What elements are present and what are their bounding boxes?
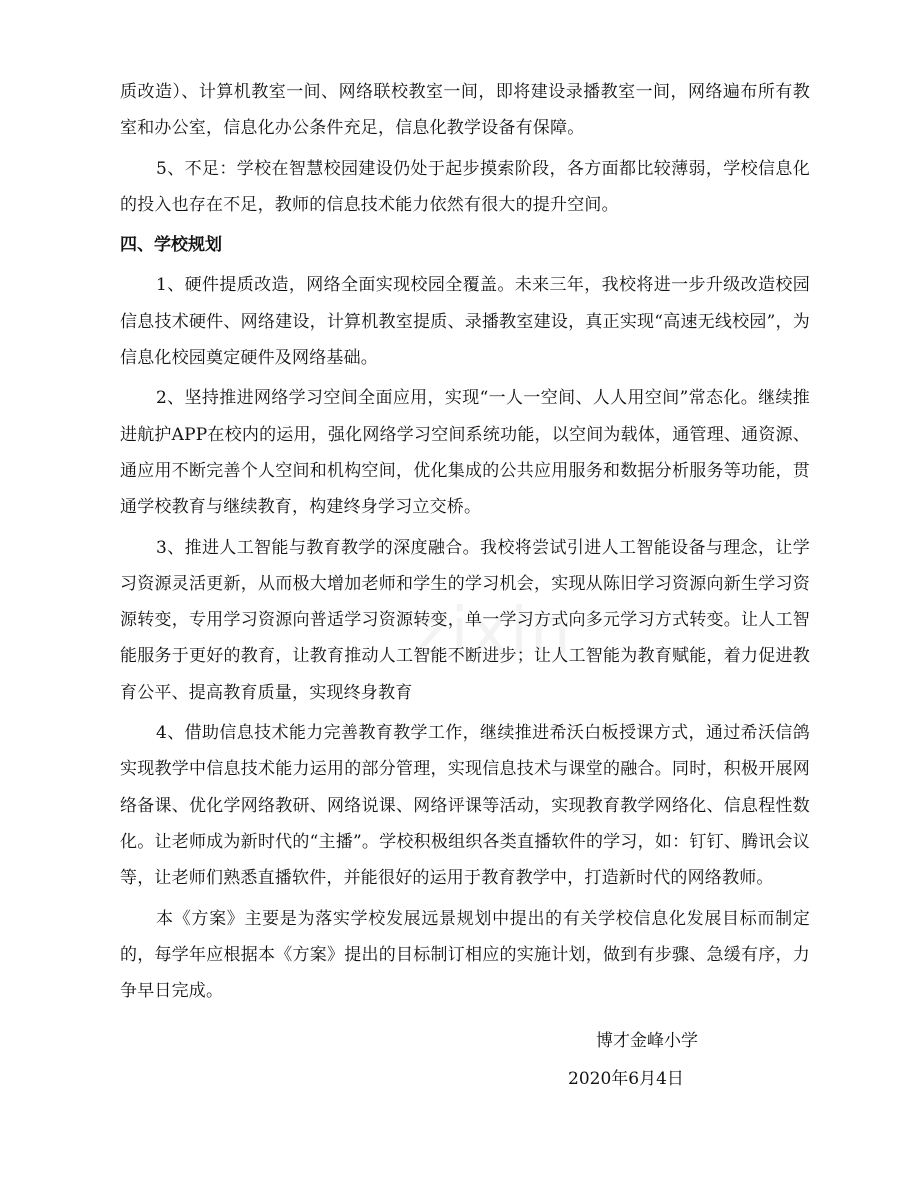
signature-date: 2020年6月4日 xyxy=(568,1069,684,1089)
document-body xyxy=(120,74,810,1013)
plan-item-3: 3、推进人工智能与教育教学的深度融合。我校将尝试引进人工智能设备与理念，让学习资源灵活更新，从而极大增加老师和学生的学习机会，实现从陈旧学习资源向新生学习资源转变，专用学习资源向普适学习资源转变，单一学习方式向多元学习方式转变。让人工智能服务于更好的教育，让教育推动人工智能不断进步；让人工智能为教育赋能，着力促进教育公平、提高教育质量，实现终身教育 xyxy=(120,537,810,703)
plan-item-2: 2、坚持推进网络学习空间全面应用，实现“一人一空间、人人用空间”常态化。继续推进航护APP在校内的运用，强化网络学习空间系统功能，以空间为载体，通管理、通资源、通应用不断完善个人空间和机构空间，优化集成的公共应用服务和数据分析服务等功能，贯通学校教育与继续教育，构建终身学习立交桥。 xyxy=(120,388,810,518)
section-heading: 四、学校规划 xyxy=(120,235,222,256)
plan-item-4: 4、借助信息技术能力完善教育教学工作，继续推进希沃白板授课方式，通过希沃信鸽实现教学中信息技术能力运用的部分管理，实现信息技术与课堂的融合。同时，积极开展网络备课、优化学网络教研、网络说课、网络评课等活动，实现教育教学网络化、信息程性数化。让老师成为新时代的“主播”。学校积极组织各类直播软件的学习，如：钉钉、腾讯会议等，让老师们熟悉直播软件，并能很好的运用于教育教学中，打造新时代的网络教师。 xyxy=(120,723,810,889)
signature-school-name: 博才金峰小学 xyxy=(596,1031,698,1051)
closing-paragraph: 本《方案》主要是为落实学校发展远景规划中提出的有关学校信息化发展目标而制定的，每学年应根据本《方案》提出的目标制订相应的实施计划，做到有步骤、急缓有序，力争早日完成。 xyxy=(120,908,810,1002)
plan-item-1: 1、硬件提质改造，网络全面实现校园全覆盖。未来三年，我校将进一步升级改造校园信息技术硬件、网络建设，计算机教室提质、录播教室建设，真正实现“高速无线校园”，为信息化校园奠定硬件及网络基础。 xyxy=(120,275,810,369)
paragraph-hardware-status: 质改造）、计算机教室一间、网络联校教室一间，即将建设录播教室一间，网络遍布所有教室和办公室，信息化办公条件充足，信息化教学设备有保障。 xyxy=(120,82,810,139)
paragraph-shortcomings: 5、不足：学校在智慧校园建设仍处于起步摸索阶段，各方面都比较薄弱，学校信息化的投入也存在不足，教师的信息技术能力依然有很大的提升空间。 xyxy=(120,158,810,215)
